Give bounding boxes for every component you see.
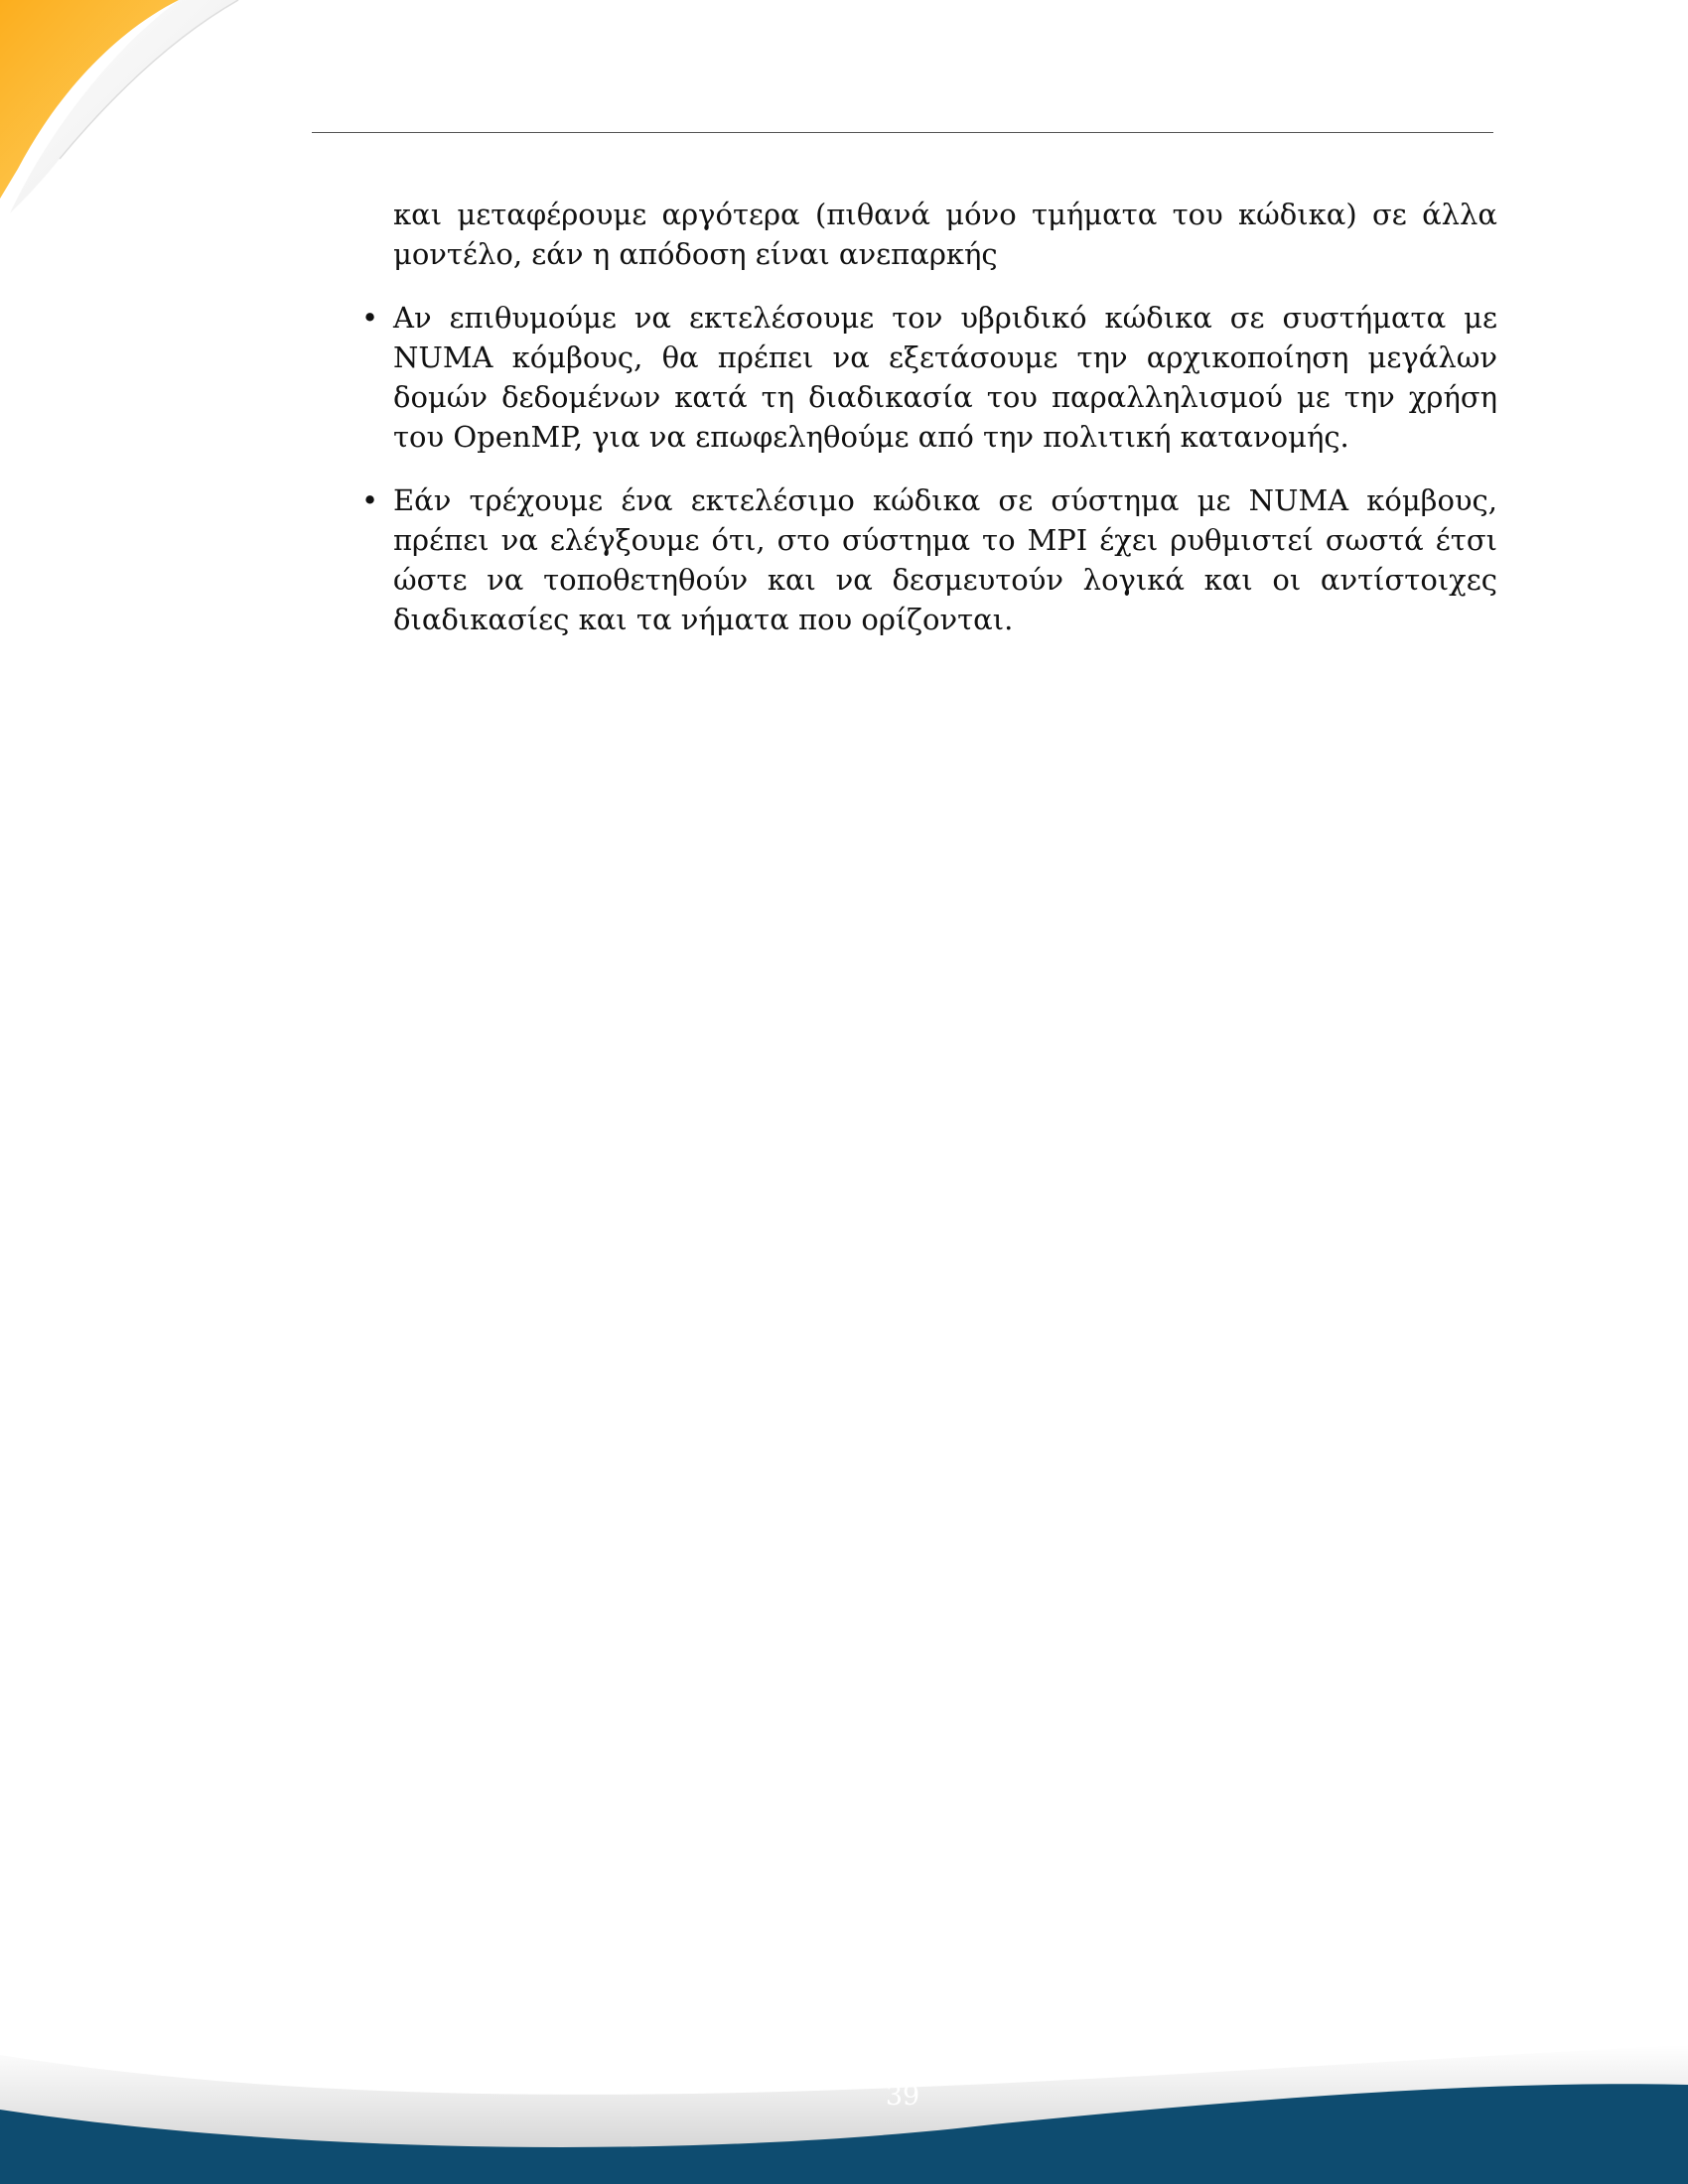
continuation-paragraph: και μεταφέρουμε αργότερα (πιθανά μόνο τμήματα του κώδικα) σε άλλα μοντέλο, εάν η απόδοση είναι ανεπαρκής — [393, 198, 1497, 271]
list-item — [355, 480, 1497, 639]
header-rule — [312, 132, 1493, 133]
list-item-text: Αν επιθυμούμε να εκτελέσουμε τον υβριδικό κώδικα σε συστήματα με NUMA κόμβους, θα πρέπει να εξετάσουμε την αρχικοποίηση μεγάλων δομών δεδομένων κατά τη διαδικασία του παραλληλισμού με την χρήση του OpenMP, για να επωφεληθούμε από την πολιτική κατανομής. — [393, 301, 1497, 454]
page-curl-decoration — [0, 0, 298, 258]
page-number: 39 — [885, 2081, 920, 2112]
list-item — [355, 298, 1497, 457]
bullet-marker: • — [361, 301, 379, 335]
bullet-marker: • — [361, 483, 379, 517]
bullet-list — [355, 298, 1497, 639]
list-item-text: Εάν τρέχουμε ένα εκτελέσιμο κώδικα σε σύστημα με NUMA κόμβους, πρέπει να ελέγξουμε ότι, στο σύστημα το MPI έχει ρυθμιστεί σωστά έτσι ώστε να τοποθετηθούν και να δεσμευτούν λογικά και οι αντίστοιχες διαδικασίες και τα νήματα που ορίζονται. — [393, 483, 1497, 636]
page-body — [355, 195, 1497, 663]
